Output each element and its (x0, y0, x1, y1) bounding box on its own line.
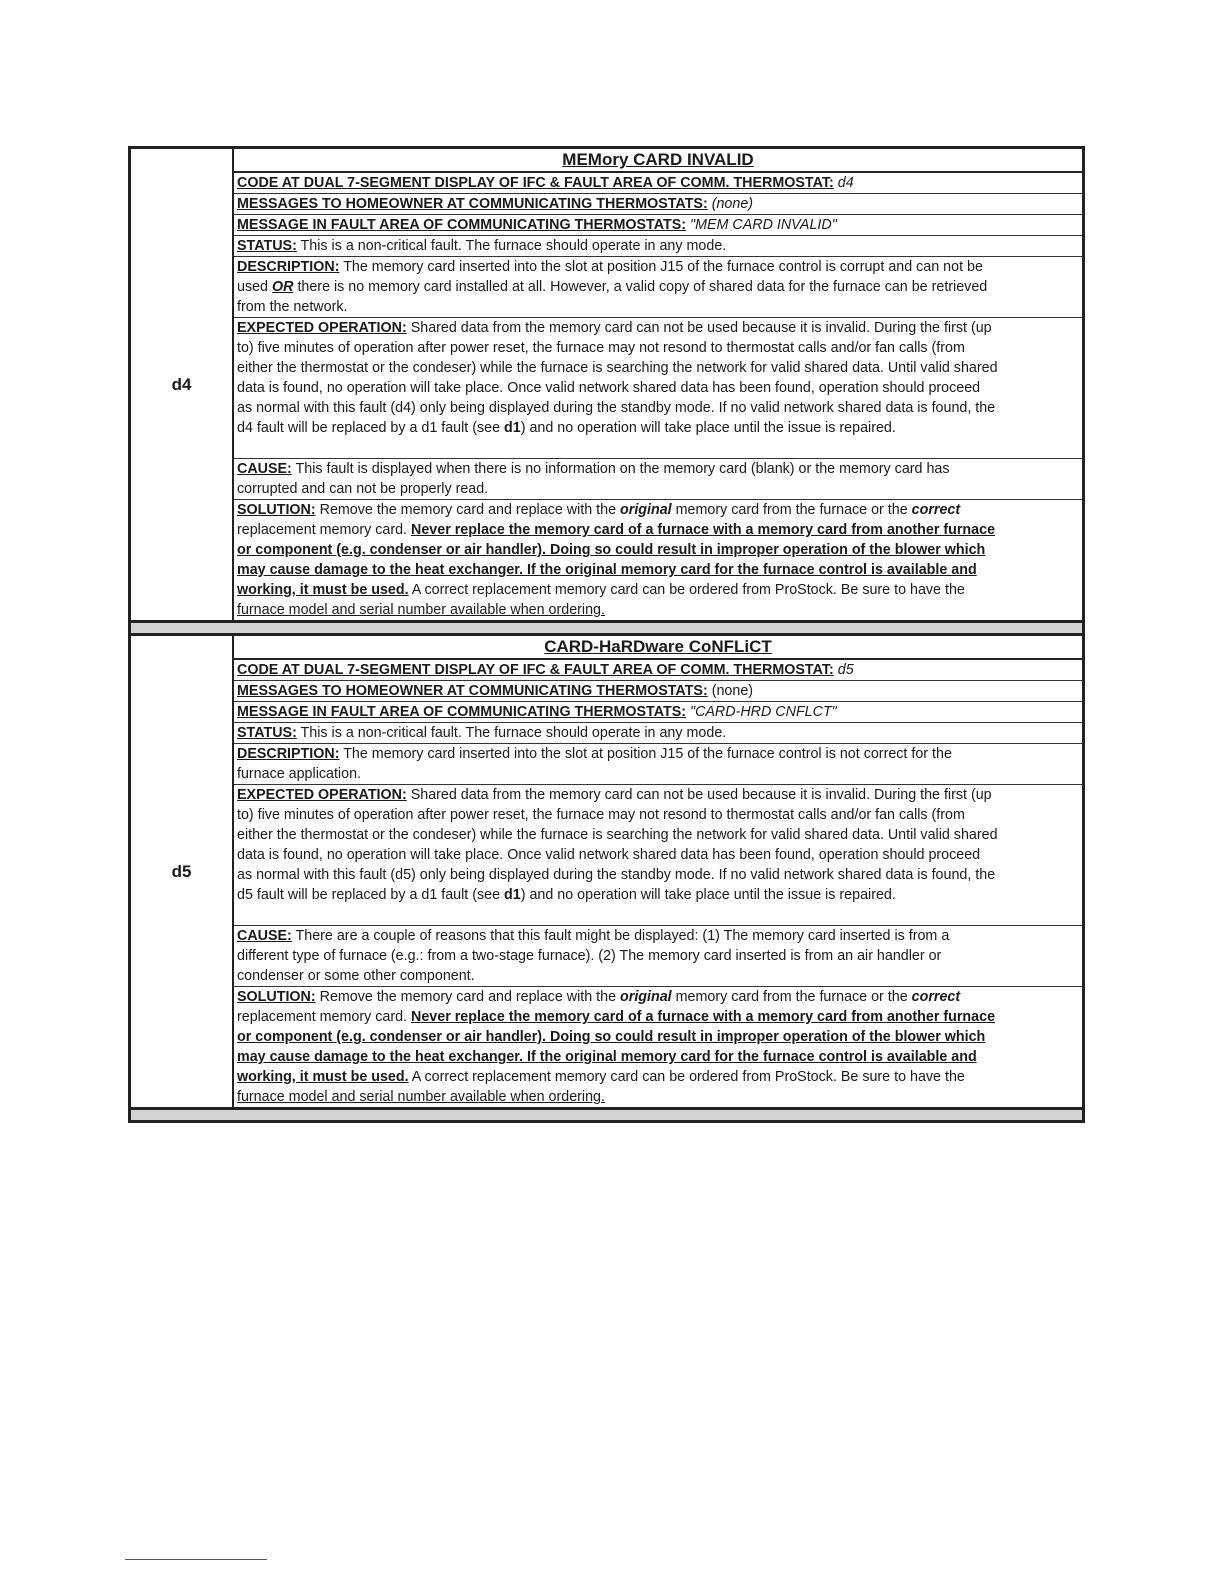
cause-line: different type of furnace (e.g.: from a two-stage furnace). (2) The memory card inserted is from an air handler or (237, 948, 942, 964)
fault-code: d5 (171, 861, 192, 881)
homeowner-value: (none) (711, 196, 754, 212)
expected-operation-row (234, 318, 1082, 459)
solution-line: replacement memory card. (237, 1009, 408, 1025)
fault-area-value: "CARD-HRD CNFLCT" (690, 704, 837, 720)
fault-area-label: MESSAGE IN FAULT AREA OF COMMUNICATING THERMOSTATS: (237, 217, 687, 233)
expected-line: to) five minutes of operation after power reset, the furnace may not resond to thermostat calls and/or fan calls (from (237, 807, 965, 823)
fault-code-cell (131, 636, 234, 1107)
description-line: from the network. (237, 299, 348, 315)
solution-line: Remove the memory card and replace with the (319, 502, 617, 518)
expected-line: d5 fault will be replaced by a d1 fault (see (237, 887, 501, 903)
solution-emphasis: original (620, 989, 672, 1005)
cause-line: condenser or some other component. (237, 968, 475, 984)
fault-block-d5 (131, 636, 1082, 1110)
solution-line: memory card from the furnace or the (675, 502, 908, 518)
expected-ref: d1 (504, 887, 521, 903)
fault-code-table (128, 146, 1085, 1123)
expected-ref: d1 (504, 420, 521, 436)
status-row (234, 236, 1082, 257)
solution-line: furnace model and serial number available when ordering. (237, 602, 605, 618)
code-value: d4 (837, 175, 854, 191)
description-line: furnace application. (237, 766, 361, 782)
expected-line: data is found, no operation will take place. Once valid network shared data has been found, operation should proceed (237, 847, 981, 863)
solution-row (234, 987, 1082, 1107)
solution-line: Remove the memory card and replace with the (319, 989, 617, 1005)
status-label: STATUS: (237, 238, 297, 254)
expected-line: to) five minutes of operation after power reset, the furnace may not resond to thermostat calls and/or fan calls (from (237, 340, 965, 356)
expected-line: data is found, no operation will take place. Once valid network shared data has been found, operation should proceed (237, 380, 981, 396)
code-row (234, 173, 1082, 194)
homeowner-value: (none) (711, 683, 754, 699)
solution-warning: may cause damage to the heat exchanger. If the original memory card for the furnace control is available and (237, 562, 977, 578)
description-or: OR (272, 279, 294, 295)
expected-line: d4 fault will be replaced by a d1 fault (see (237, 420, 501, 436)
solution-warning: Never replace the memory card of a furnace with a memory card from another furnace (411, 1009, 996, 1025)
expected-line: Shared data from the memory card can not be used because it is invalid. During the first (up (410, 787, 992, 803)
section-divider (131, 1110, 1082, 1123)
description-line: there is no memory card installed at all. However, a valid copy of shared data for the furnace can be retrieved (297, 279, 988, 295)
footnote-rule (125, 1559, 267, 1560)
solution-label: SOLUTION: (237, 989, 316, 1005)
solution-warning: or component (e.g. condenser or air handler). Doing so could result in improper operation of the blower which (237, 542, 986, 558)
homeowner-row (234, 194, 1082, 215)
description-row (234, 744, 1082, 785)
solution-emphasis: correct (911, 989, 961, 1005)
homeowner-label: MESSAGES TO HOMEOWNER AT COMMUNICATING THERMOSTATS: (237, 683, 708, 699)
expected-line: either the thermostat or the condeser) while the furnace is searching the network for valid shared data. Until valid shared (237, 827, 998, 843)
solution-warning: may cause damage to the heat exchanger. If the original memory card for the furnace control is available and (237, 1049, 977, 1065)
expected-line: ) and no operation will take place until the issue is repaired. (520, 887, 896, 903)
solution-line: furnace model and serial number available when ordering. (237, 1089, 605, 1105)
code-label: CODE AT DUAL 7-SEGMENT DISPLAY OF IFC & FAULT AREA OF COMM. THERMOSTAT: (237, 175, 834, 191)
solution-line: replacement memory card. (237, 522, 408, 538)
solution-warning: or component (e.g. condenser or air handler). Doing so could result in improper operation of the blower which (237, 1029, 986, 1045)
description-row (234, 257, 1082, 318)
fault-details (234, 149, 1082, 620)
fault-area-label: MESSAGE IN FAULT AREA OF COMMUNICATING THERMOSTATS: (237, 704, 687, 720)
description-line: The memory card inserted into the slot at position J15 of the furnace control is corrupt and can not be (343, 259, 983, 275)
solution-warning: Never replace the memory card of a furnace with a memory card from another furnace (411, 522, 996, 538)
expected-line: either the thermostat or the condeser) while the furnace is searching the network for valid shared data. Until valid shared (237, 360, 998, 376)
solution-line: A correct replacement memory card can be ordered from ProStock. Be sure to have the (411, 1069, 965, 1085)
fault-block-d4 (131, 149, 1082, 623)
cause-row (234, 926, 1082, 987)
solution-warning: working, it must be used. (237, 582, 409, 598)
expected-label: EXPECTED OPERATION: (237, 320, 407, 336)
fault-area-value: "MEM CARD INVALID" (690, 217, 837, 233)
cause-row (234, 459, 1082, 500)
status-row (234, 723, 1082, 744)
cause-line: There are a couple of reasons that this fault might be displayed: (1) The memory card inserted is from a (295, 928, 950, 944)
expected-line: ) and no operation will take place until the issue is repaired. (520, 420, 896, 436)
solution-label: SOLUTION: (237, 502, 316, 518)
cause-line: This fault is displayed when there is no information on the memory card (blank) or the memory card has (295, 461, 950, 477)
solution-line: A correct replacement memory card can be ordered from ProStock. Be sure to have the (411, 582, 965, 598)
cause-line: corrupted and can not be properly read. (237, 481, 489, 497)
status-text: This is a non-critical fault. The furnace should operate in any mode. (300, 238, 727, 254)
description-label: DESCRIPTION: (237, 259, 340, 275)
expected-line: as normal with this fault (d5) only being displayed during the standby mode. If no valid network shared data is found, the (237, 867, 996, 883)
code-value: d5 (837, 662, 854, 678)
section-divider (131, 623, 1082, 636)
fault-code-cell (131, 149, 234, 620)
fault-area-row (234, 702, 1082, 723)
status-label: STATUS: (237, 725, 297, 741)
solution-emphasis: original (620, 502, 672, 518)
fault-title: CARD-HaRDware CoNFLiCT (234, 636, 1082, 660)
status-text: This is a non-critical fault. The furnace should operate in any mode. (300, 725, 727, 741)
code-row (234, 660, 1082, 681)
solution-line: memory card from the furnace or the (675, 989, 908, 1005)
expected-operation-row (234, 785, 1082, 926)
fault-area-row (234, 215, 1082, 236)
expected-label: EXPECTED OPERATION: (237, 787, 407, 803)
cause-label: CAUSE: (237, 928, 292, 944)
description-line: used (237, 279, 269, 295)
solution-emphasis: correct (911, 502, 961, 518)
solution-row (234, 500, 1082, 620)
expected-line: as normal with this fault (d4) only being displayed during the standby mode. If no valid network shared data is found, the (237, 400, 996, 416)
fault-details (234, 636, 1082, 1107)
homeowner-label: MESSAGES TO HOMEOWNER AT COMMUNICATING THERMOSTATS: (237, 196, 708, 212)
homeowner-row (234, 681, 1082, 702)
fault-code: d4 (171, 374, 192, 394)
solution-warning: working, it must be used. (237, 1069, 409, 1085)
code-label: CODE AT DUAL 7-SEGMENT DISPLAY OF IFC & FAULT AREA OF COMM. THERMOSTAT: (237, 662, 834, 678)
cause-label: CAUSE: (237, 461, 292, 477)
expected-line: Shared data from the memory card can not be used because it is invalid. During the first (up (410, 320, 992, 336)
fault-title: MEMory CARD INVALID (234, 149, 1082, 173)
description-line: The memory card inserted into the slot at position J15 of the furnace control is not correct for the (343, 746, 952, 762)
description-label: DESCRIPTION: (237, 746, 340, 762)
